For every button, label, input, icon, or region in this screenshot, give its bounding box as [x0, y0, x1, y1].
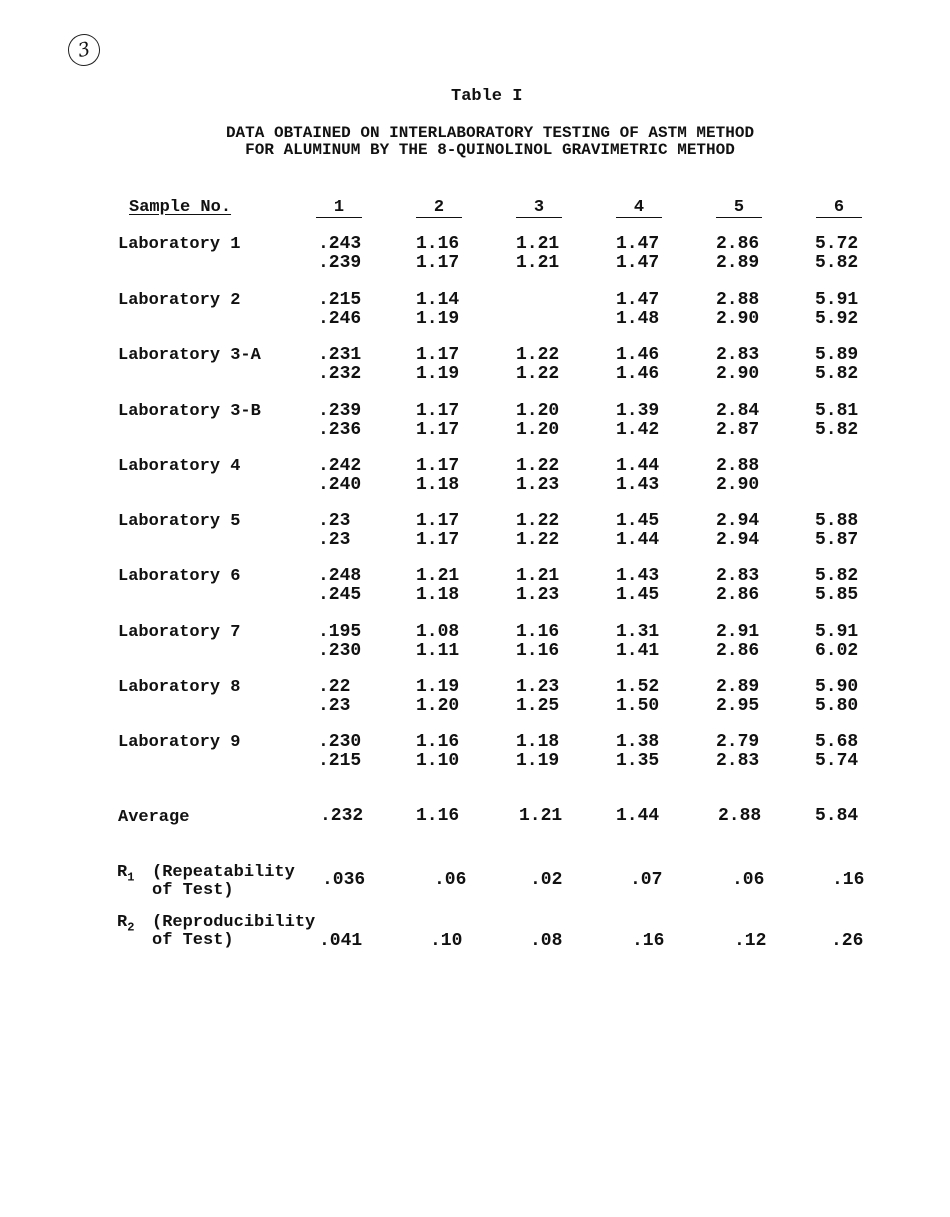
cell-value: 1.47 [616, 290, 660, 310]
lab-name: Laboratory 3-A [118, 346, 261, 365]
cell-value: .246 [318, 309, 362, 329]
average-value: 1.44 [616, 806, 660, 826]
lab-name: Laboratory 4 [118, 457, 241, 476]
cell-value: 2.86 [716, 585, 760, 605]
cell-value: 1.18 [516, 732, 560, 752]
column-header-5: 5 [716, 198, 762, 218]
column-header-6: 6 [816, 198, 862, 218]
cell-value: 1.46 [616, 345, 660, 365]
cell-value: 2.88 [716, 290, 760, 310]
cell-value: 5.74 [815, 751, 859, 771]
cell-value: .240 [318, 475, 362, 495]
cell-value: 2.88 [716, 456, 760, 476]
r1-value: .036 [322, 870, 366, 890]
r2-symbol: $R_2$ [117, 913, 135, 935]
cell-value: 1.46 [616, 364, 660, 384]
cell-value: 1.23 [516, 585, 560, 605]
cell-value: 1.48 [616, 309, 660, 329]
cell-value: 5.87 [815, 530, 859, 550]
cell-value: 1.22 [516, 530, 560, 550]
cell-value: 2.91 [716, 622, 760, 642]
lab-name: Laboratory 3-B [118, 402, 261, 421]
cell-value: 1.20 [416, 696, 460, 716]
cell-value: 5.92 [815, 309, 859, 329]
cell-value: 2.90 [716, 364, 760, 384]
r2-subscript: 2 [127, 920, 135, 935]
cell-value: 5.82 [815, 253, 859, 273]
lab-name: Laboratory 2 [118, 291, 241, 310]
cell-value: 1.17 [416, 456, 460, 476]
cell-value: .230 [318, 732, 362, 752]
cell-value: .243 [318, 234, 362, 254]
cell-value: 1.19 [516, 751, 560, 771]
cell-value: 5.81 [815, 401, 859, 421]
cell-value: 2.95 [716, 696, 760, 716]
cell-value: 1.16 [516, 622, 560, 642]
cell-value: 5.82 [815, 566, 859, 586]
cell-value: 1.41 [616, 641, 660, 661]
cell-value: .248 [318, 566, 362, 586]
cell-value: .23 [318, 530, 351, 550]
r1-value: .06 [434, 870, 467, 890]
cell-value: 1.14 [416, 290, 460, 310]
cell-value: .232 [318, 364, 362, 384]
cell-value: 2.84 [716, 401, 760, 421]
cell-value: 1.10 [416, 751, 460, 771]
cell-value: 5.85 [815, 585, 859, 605]
cell-value: 1.21 [516, 566, 560, 586]
cell-value: 5.68 [815, 732, 859, 752]
cell-value: 1.22 [516, 364, 560, 384]
cell-value: .239 [318, 401, 362, 421]
cell-value: .22 [318, 677, 351, 697]
cell-value: 2.86 [716, 234, 760, 254]
cell-value: 1.19 [416, 677, 460, 697]
cell-value: 1.17 [416, 420, 460, 440]
cell-value: 2.94 [716, 511, 760, 531]
cell-value: 1.43 [616, 475, 660, 495]
cell-value: 1.21 [416, 566, 460, 586]
lab-name: Laboratory 5 [118, 512, 241, 531]
cell-value: 1.25 [516, 696, 560, 716]
cell-value: 1.42 [616, 420, 660, 440]
r1-symbol: $R_1$ [117, 863, 135, 885]
cell-value: 5.89 [815, 345, 859, 365]
cell-value: 1.11 [416, 641, 460, 661]
cell-value: .231 [318, 345, 362, 365]
cell-value: 2.94 [716, 530, 760, 550]
r1-value: .16 [832, 870, 865, 890]
r2-value: .08 [530, 931, 563, 951]
cell-value: 1.45 [616, 511, 660, 531]
cell-value: .215 [318, 751, 362, 771]
cell-value: 1.17 [416, 345, 460, 365]
average-value: 1.16 [416, 806, 460, 826]
cell-value: 1.45 [616, 585, 660, 605]
cell-value: 5.82 [815, 364, 859, 384]
heading-line-1: DATA OBTAINED ON INTERLABORATORY TESTING OF ASTM METHOD [225, 124, 755, 142]
cell-value: 1.38 [616, 732, 660, 752]
cell-value: 2.90 [716, 475, 760, 495]
cell-value: 2.90 [716, 309, 760, 329]
r2-value: .26 [831, 931, 864, 951]
average-value: 5.84 [815, 806, 859, 826]
lab-name: Laboratory 1 [118, 235, 241, 254]
lab-name: Laboratory 8 [118, 678, 241, 697]
cell-value: 1.22 [516, 511, 560, 531]
lab-name: Laboratory 9 [118, 733, 241, 752]
column-header-3: 3 [516, 198, 562, 218]
cell-value: .245 [318, 585, 362, 605]
cell-value: 1.16 [516, 641, 560, 661]
cell-value: 1.19 [416, 309, 460, 329]
cell-value: 2.87 [716, 420, 760, 440]
cell-value: 1.17 [416, 401, 460, 421]
cell-value: 2.86 [716, 641, 760, 661]
r2-value: .12 [734, 931, 767, 951]
cell-value: 1.23 [516, 677, 560, 697]
cell-value: 5.88 [815, 511, 859, 531]
cell-value: 1.23 [516, 475, 560, 495]
heading-line-2: FOR ALUMINUM BY THE 8-QUINOLINOL GRAVIMETRIC METHOD [245, 141, 735, 159]
cell-value: 1.22 [516, 345, 560, 365]
r1-value: .06 [732, 870, 765, 890]
column-header-2: 2 [416, 198, 462, 218]
cell-value: 1.47 [616, 234, 660, 254]
cell-value: 1.22 [516, 456, 560, 476]
cell-value: 1.52 [616, 677, 660, 697]
cell-value: 1.50 [616, 696, 660, 716]
cell-value: 1.39 [616, 401, 660, 421]
lab-name: Laboratory 6 [118, 567, 241, 586]
average-value: .232 [320, 806, 364, 826]
cell-value: 1.08 [416, 622, 460, 642]
cell-value: 1.43 [616, 566, 660, 586]
r1-subscript: 1 [127, 870, 135, 885]
average-value: 1.21 [519, 806, 563, 826]
page-number: 3 [65, 31, 103, 69]
cell-value: 1.20 [516, 401, 560, 421]
column-header-4: 4 [616, 198, 662, 218]
cell-value: 1.16 [416, 234, 460, 254]
cell-value: 5.72 [815, 234, 859, 254]
cell-value: 1.44 [616, 530, 660, 550]
cell-value: 1.18 [416, 475, 460, 495]
cell-value: 1.47 [616, 253, 660, 273]
cell-value: 2.89 [716, 677, 760, 697]
cell-value: 2.79 [716, 732, 760, 752]
sample-no-header: Sample No. [129, 198, 232, 217]
r2-value: .16 [632, 931, 665, 951]
cell-value: 6.02 [815, 641, 859, 661]
cell-value: 2.83 [716, 566, 760, 586]
cell-value: 5.91 [815, 290, 859, 310]
cell-value: 2.83 [716, 345, 760, 365]
r2-value: .041 [319, 931, 363, 951]
r1-value: .07 [630, 870, 663, 890]
cell-value: .215 [318, 290, 362, 310]
cell-value: 1.17 [416, 530, 460, 550]
cell-value: .23 [318, 511, 351, 531]
r2-value: .10 [430, 931, 463, 951]
cell-value: .230 [318, 641, 362, 661]
table-heading [150, 125, 830, 159]
cell-value: 2.89 [716, 253, 760, 273]
lab-name: Laboratory 7 [118, 623, 241, 642]
cell-value: 1.21 [516, 253, 560, 273]
r2-desc-line2: of Test) [152, 931, 234, 950]
cell-value: 1.17 [416, 253, 460, 273]
average-label: Average [118, 808, 190, 827]
cell-value: 5.90 [815, 677, 859, 697]
cell-value: 1.44 [616, 456, 660, 476]
table-title: Table I [451, 87, 523, 106]
cell-value: 1.18 [416, 585, 460, 605]
r2-desc-line1: (Reproducibility [152, 913, 316, 932]
average-value: 2.88 [718, 806, 762, 826]
cell-value: 1.35 [616, 751, 660, 771]
cell-value: 1.21 [516, 234, 560, 254]
cell-value: 1.19 [416, 364, 460, 384]
cell-value: .242 [318, 456, 362, 476]
cell-value: .239 [318, 253, 362, 273]
column-header-1: 1 [316, 198, 362, 218]
cell-value: 5.91 [815, 622, 859, 642]
cell-value: 1.17 [416, 511, 460, 531]
r1-desc-line1: (Repeatability [152, 863, 295, 882]
cell-value: 5.82 [815, 420, 859, 440]
cell-value: 1.31 [616, 622, 660, 642]
cell-value: 5.80 [815, 696, 859, 716]
cell-value: .236 [318, 420, 362, 440]
r1-value: .02 [530, 870, 563, 890]
cell-value: .195 [318, 622, 362, 642]
cell-value: 1.20 [516, 420, 560, 440]
cell-value: 2.83 [716, 751, 760, 771]
cell-value: 1.16 [416, 732, 460, 752]
cell-value: .23 [318, 696, 351, 716]
r1-desc-line2: of Test) [152, 881, 234, 900]
